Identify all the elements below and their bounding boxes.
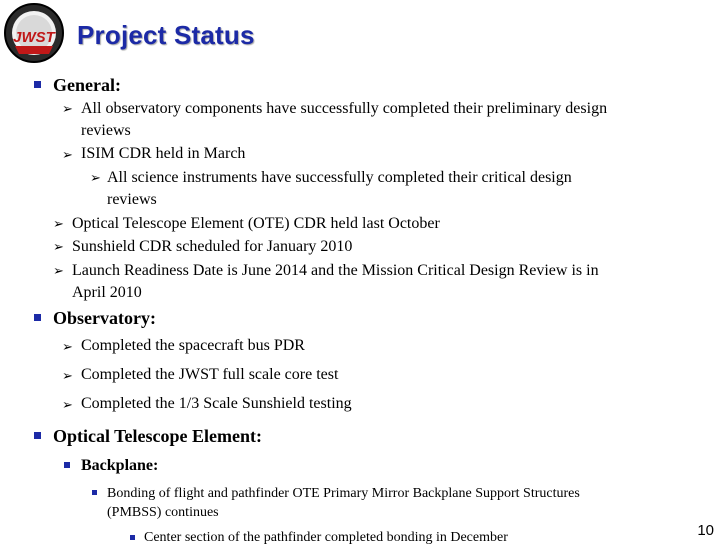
list-item: All science instruments have successfully completed their critical design xyxy=(107,169,572,186)
section-heading-general: General: xyxy=(53,75,121,95)
arrow-bullet-icon: ➢ xyxy=(90,171,101,186)
bullet-square xyxy=(34,81,41,88)
list-item: April 2010 xyxy=(72,284,142,301)
page-title: Project Status xyxy=(77,20,255,50)
list-item: All observatory components have successfully completed their preliminary design xyxy=(81,100,608,117)
arrow-bullet-icon: ➢ xyxy=(62,340,73,355)
bullet-square xyxy=(34,432,41,439)
arrow-bullet-icon: ➢ xyxy=(62,369,73,384)
arrow-bullet-icon: ➢ xyxy=(53,240,64,255)
arrow-bullet-icon: ➢ xyxy=(62,398,73,413)
arrow-bullet-icon: ➢ xyxy=(53,217,64,232)
arrow-bullet-icon: ➢ xyxy=(62,102,73,117)
arrow-bullet-icon: ➢ xyxy=(62,148,73,163)
list-item: Completed the 1/3 Scale Sunshield testing xyxy=(81,395,352,412)
list-item: Launch Readiness Date is June 2014 and the Mission Critical Design Review is in xyxy=(72,262,599,279)
bullet-square xyxy=(34,314,41,321)
list-item: Completed the JWST full scale core test xyxy=(81,366,339,383)
list-item: Sunshield CDR scheduled for January 2010 xyxy=(72,238,353,255)
subheading-backplane: Backplane: xyxy=(81,457,159,474)
page-number: 10 xyxy=(697,522,714,539)
list-item: Completed the spacecraft bus PDR xyxy=(81,337,305,354)
section-heading-ote: Optical Telescope Element: xyxy=(53,426,262,446)
logo-text: JWST xyxy=(13,29,55,46)
bullet-square xyxy=(92,490,97,495)
list-item: reviews xyxy=(81,122,131,139)
section-heading-observatory: Observatory: xyxy=(53,308,156,328)
jwst-logo xyxy=(3,2,65,64)
list-item: reviews xyxy=(107,191,157,208)
list-item: Optical Telescope Element (OTE) CDR held last October xyxy=(72,215,440,232)
list-item: ISIM CDR held in March xyxy=(81,145,246,162)
list-item: Bonding of flight and pathfinder OTE Primary Mirror Backplane Support Structures xyxy=(107,486,580,501)
list-item: (PMBSS) continues xyxy=(107,505,219,520)
arrow-bullet-icon: ➢ xyxy=(53,264,64,279)
bullet-square xyxy=(64,462,70,468)
list-item-partial: Center section of the pathfinder completed bonding in December xyxy=(144,530,508,545)
bullet-square xyxy=(130,535,135,540)
